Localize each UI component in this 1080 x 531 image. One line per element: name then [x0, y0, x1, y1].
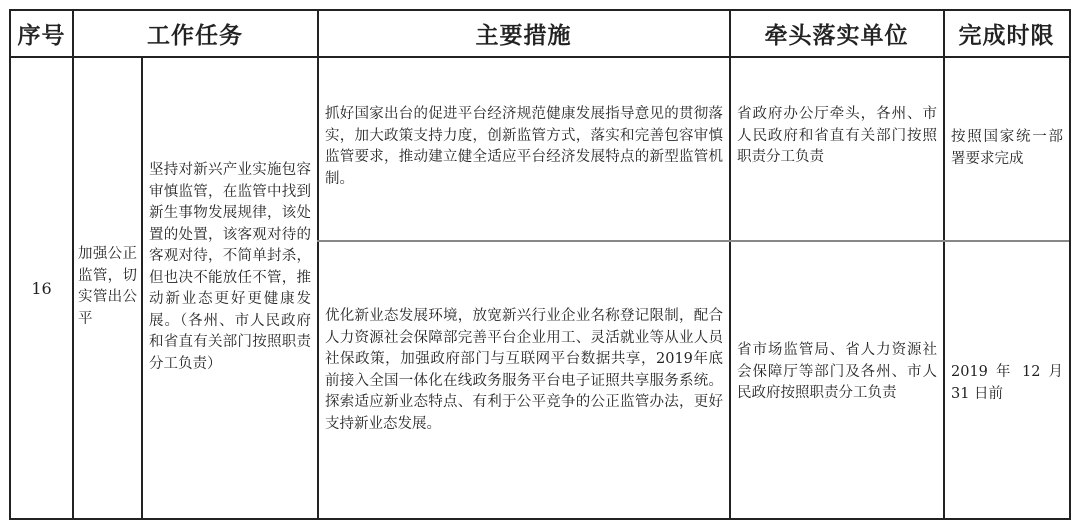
unit-1: 省政府办公厅牵头，各州、市人民政府和省直有关部门按照职责分工负责: [737, 106, 937, 165]
measure-2: 优化新业态发展环境，放宽新兴行业企业名称登记限制，配合人力资源社会保障部完善平台企业用工、灵活就业等从业人员社保政策，加强政府部门与互联网平台数据共享，2019年底前接入全国一体化在线政务服务平台电子证照共享服务系统。探索适应新业态特点、有利于公平竞争的公正监管办法，更好支持新业态发展。: [325, 308, 723, 432]
row-seq: 16: [31, 278, 52, 298]
table-border-right: [1069, 9, 1071, 520]
header-measures: 主要措施: [475, 23, 572, 49]
deadline-1: 按照国家统一部署要求完成: [951, 129, 1063, 167]
table-border-bottom: [9, 518, 1071, 520]
unit-2: 省市场监管局、省人力资源社会保障厅等部门及各州、市人民政府按照职责分工负责: [737, 342, 937, 401]
task-short: 加强公正监管，切实管出公平: [78, 246, 137, 327]
table-border-header: [9, 56, 1071, 58]
deadline-2: 2019 年 12 月 31 日前: [951, 364, 1063, 402]
row-divider-sub: [317, 240, 1069, 242]
header-task: 工作任务: [147, 23, 243, 49]
measure-1: 抓好国家出台的促进平台经济规范健康发展指导意见的贯彻落实，加大政策支持力度，创新监管方式，落实和完善包容审慎监管要求，推动建立健全适应平台经济发展特点的新型监管机制。: [325, 106, 723, 187]
header-deadline: 完成时限: [958, 23, 1055, 49]
header-seq: 序号: [17, 23, 66, 49]
col-divider-5: [943, 9, 945, 520]
col-divider-4: [729, 9, 731, 520]
header-unit: 牵头落实单位: [764, 23, 909, 49]
task-detail: 坚持对新兴产业实施包容审慎监管，在监管中找到新生事物发展规律，该处置的处置，该客观对待的客观对待，不简单封杀，但也决不能放任不管，推动新业态更好更健康发展。（各州、市人民政府和省直有关部门按照职责分工负责）: [149, 162, 311, 372]
